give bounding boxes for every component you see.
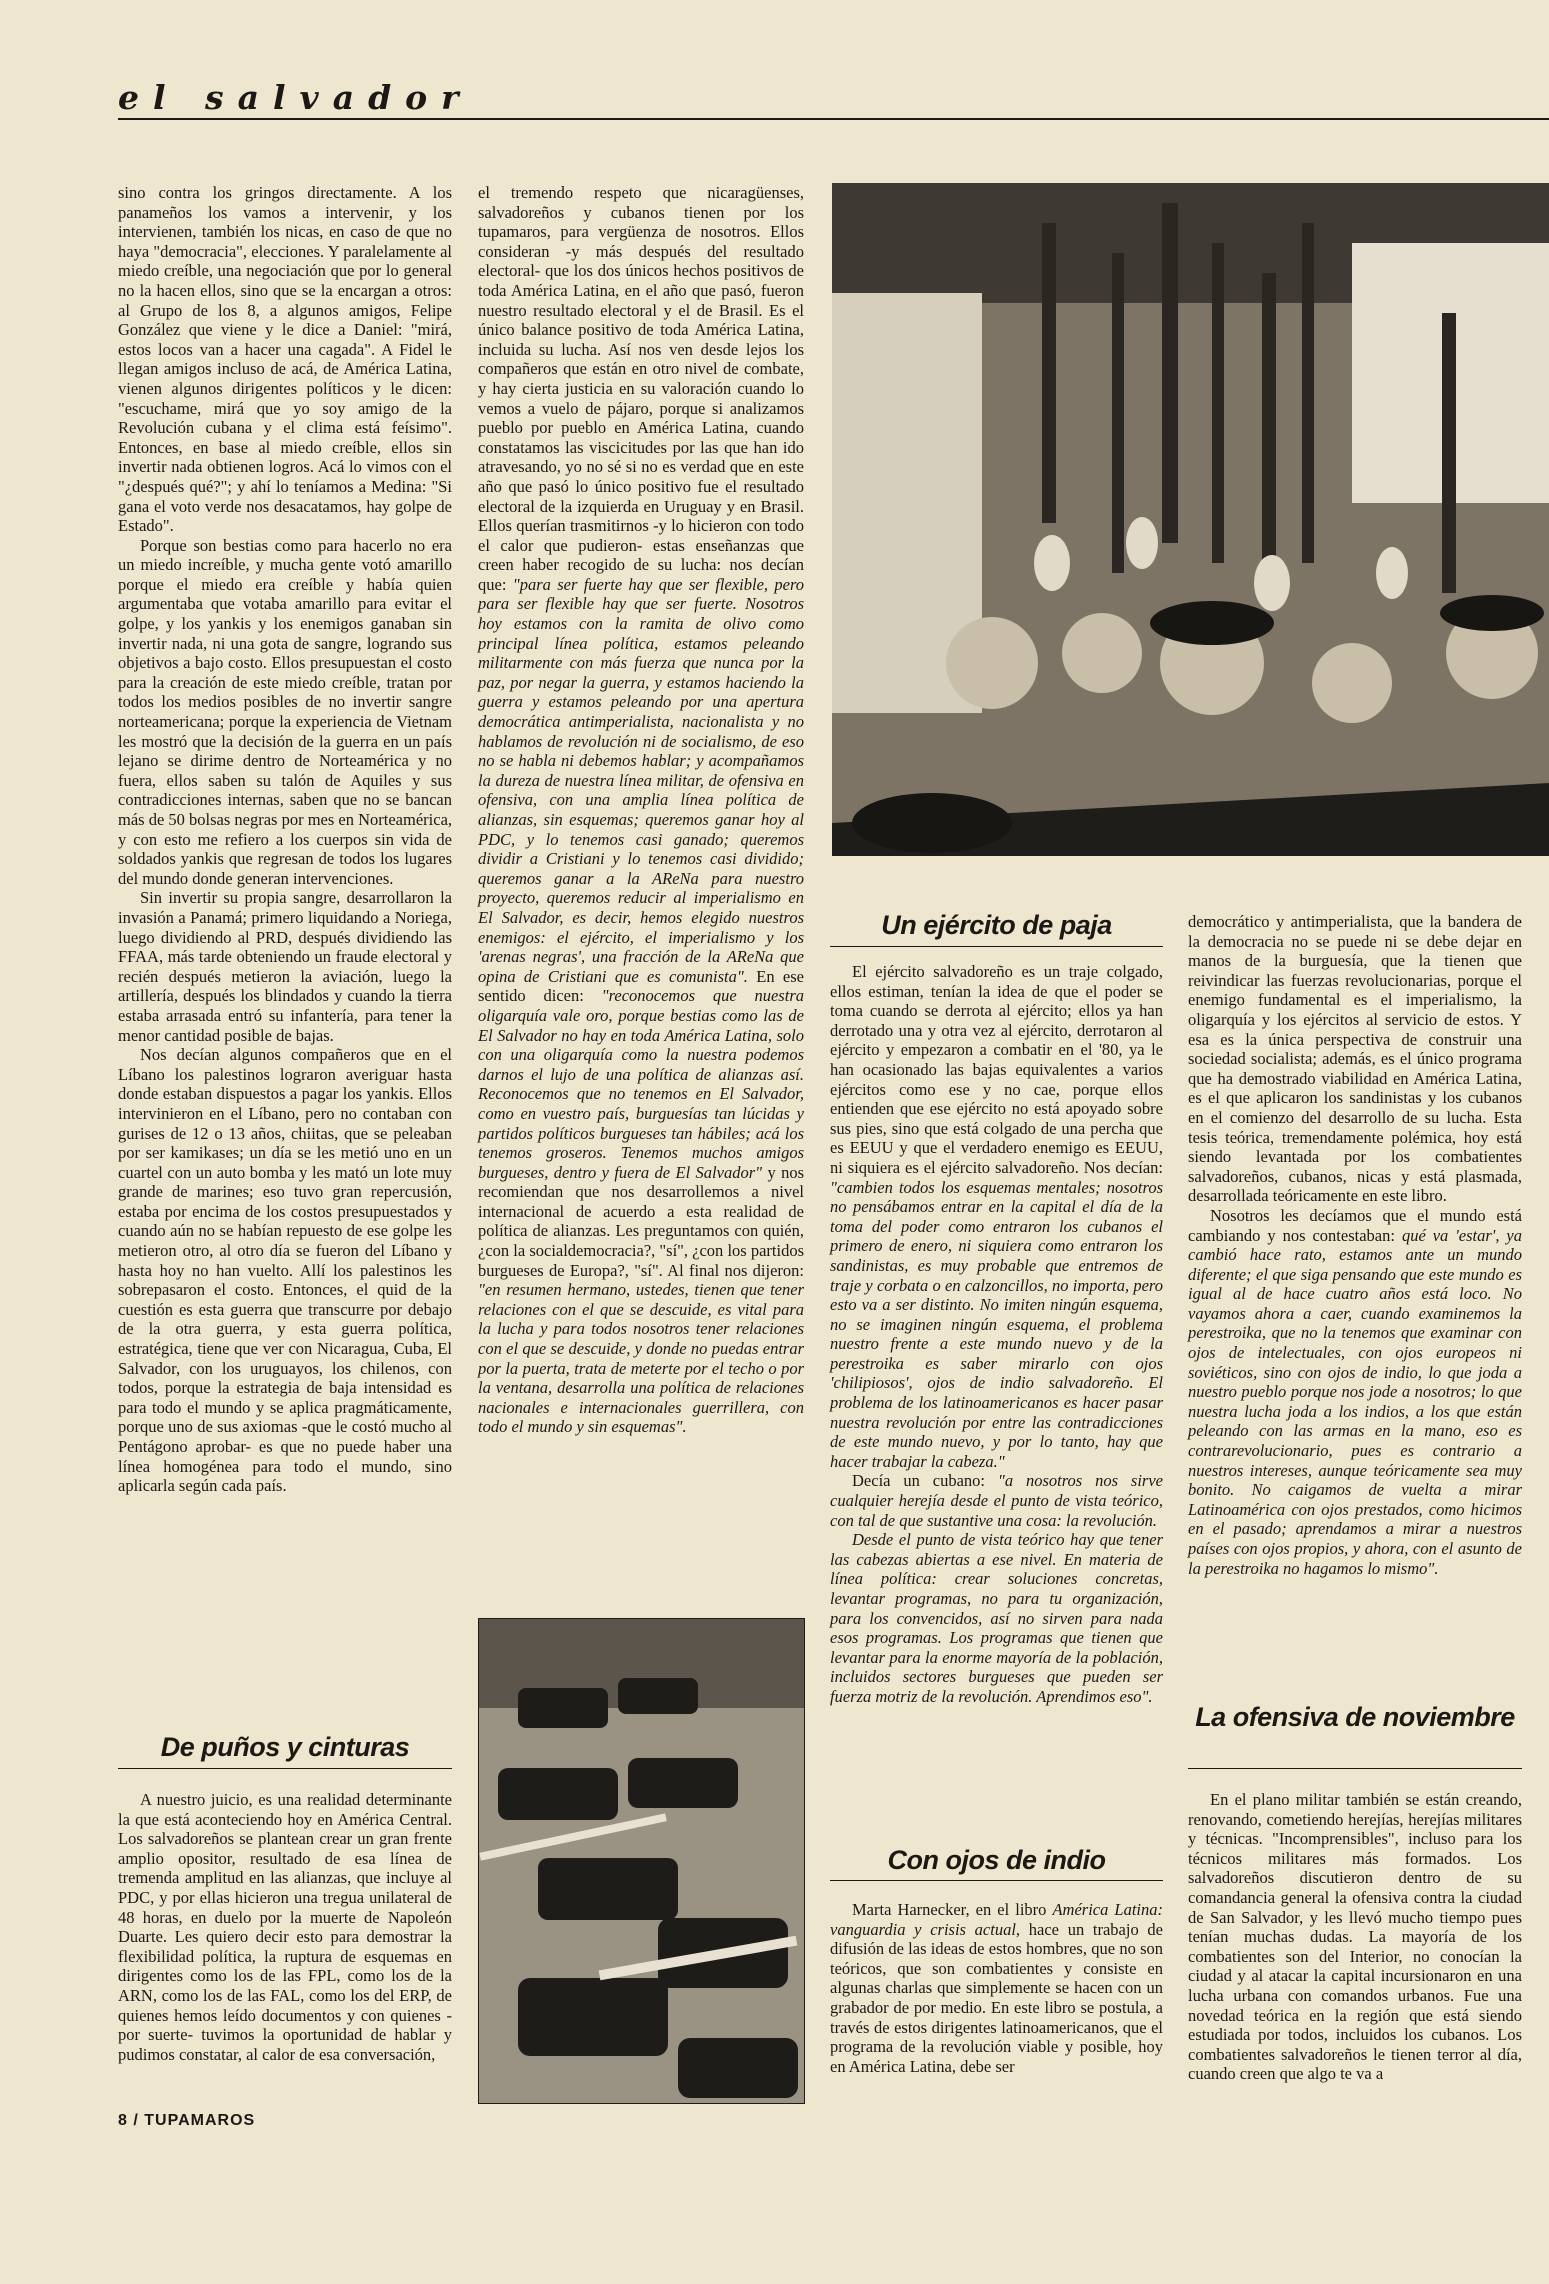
paragraph: Nosotros les decíamos que el mundo está cambiando y nos contestaban: qué va 'estar', ya cambió hace rato, estamos ante un mundo diferente; el que siga pensando que este mundo es igual al de hace cuatro años está loco. No vayamos ahora a caer, cuando examinemos la perestroika, que no la tenemos que examinar con ojos de intelectuales, con ojos europeos ni soviéticos, sino con ojos de indio, lo que joda a nuestro pueblo porque nos jode a nosotros; lo que nuestra lucha joda a los indios, a los que están peleando con las armas en la mano, eso es contrarevolucionario, pues es contrario a nuestros intereses, aunque teóricamente sea muy bonito. No caigamos de vuelta a mirar Latinoamérica con ojos prestados, como hicimos en el pasado; aprendamos a mirar a nuestros países con ojos propios, y ahora, con el asunto de la perestroika no hagamos lo mismo". (1188, 1205, 1523, 1578)
paragraph: Decía un cubano: "a nosotros nos sirve cualquier herejía desde el punto de vista teórico, con tal de que sustantive una cosa: la revolución. (830, 1471, 1164, 1530)
subhead-rule (118, 1768, 452, 1769)
paragraph: El ejército salvadoreño es un traje colgado, ellos estiman, tenían la idea de que el poder se toma cuando se derrota al ejército; ellos ya han derrotado una y otra vez al ejército, derrotaron al ejército y empezaron a combatir en el '80, ya le han ocasionado las bajas equivalentes a varios ejércitos como ese y no cae, porque ellos entienden que ese ejército no está apoyado sobre sus pies, sino que está colgado de una percha que es EEUU y que el verdadero enemigo es EEUU, ni siquiera es el ejército salvadoreño. Nos decían: "cambien todos los esquemas mentales; nosotros no pensábamos entrar en la capital el día de la toma del poder como entraron los cubanos el primero de enero, ni siquiera como entraron los sandinistas, es muy probable que entremos de traje y corbata o en calzoncillos, no importa, pero esto va a ser distinto. No imiten ningún esquema, no se imaginen ningún esquema, el problema nuestro frente a este mundo nuevo y de la perestroika es saber mirarlo con ojos 'chilipiosos', ojos de indio salvadoreño. El problema de los latinoamericanos es hacer pasar nuestra revolución por entre las contradicciones de este mundo nuevo, y por lo tanto, hay que hacer trabajar la cabeza." (830, 962, 1163, 1471)
page-header (118, 78, 1549, 128)
top-photo (832, 183, 1549, 856)
column-3-lower (830, 1900, 1163, 2076)
publication-name: TUPAMAROS (144, 2112, 256, 2129)
paragraph: Sin invertir su propia sangre, desarrollaron la invasión a Panamá; primero liquidando a Noriega, luego dividiendo al PRD, después dividiendo las FFAA, más tarde obteniendo un fraude electoral y recién después metieron la aviación, luego la artillería, después los blindados y cuando la tierra estaba arrasada entró su infantería, para tener la menor cantidad posible de bajas. (118, 888, 452, 1045)
paragraph: sino contra los gringos directamente. A los panameños los vamos a intervenir, y los intervienen, también los nicas, en caso de que no haya "democracia", elecciones. Y paralelamente al miedo creíble, una negociación que por lo general no la hacen ellos, sino que se la encargan a otros: al Grupo de los 8, a algunos amigos, Felipe González que viene y le dice a Daniel: "mirá, estos locos van a hacer una cagada". A Fidel le llegan amigos incluso de acá, de América Latina, vienen algunos dirigentes políticos y le dicen: "escuchame, mirá que yo soy amigo de la Revolución cubana y el clima está feísimo". Entonces, en base al miedo creíble, ellos sin invertir nada obtienen logros. Acá lo vimos con el "¿después qué?"; y ahí lo teníamos a Medina: "Si gana el voto verde nos desacatamos, hay golpe de Estado". (118, 183, 452, 536)
page-number: 8 (118, 2112, 128, 2129)
bottom-photo (478, 1618, 805, 2104)
column-3 (830, 962, 1163, 1707)
subhead-rule (830, 946, 1163, 947)
header-rule (118, 118, 1549, 120)
paragraph: el tremendo respeto que nicaragüenses, salvadoreños y cubanos tienen por los tupamaros, para vergüenza de nosotros. Ellos consideran -y más después del resultado electoral- que los dos únicos hechos positivos de toda América Latina, en el año que pasó, fueron nuestro resultado electoral y el de Brasil. Es el único balance positivo de toda América Latina, incluida su lucha. Así nos ven desde lejos los compañeros que están en otro nivel de combate, y hay cierta justicia en su valoración cuando lo vemos a vuelo de pájaro, porque si analizamos pueblo por pueblo en América Latina, cuando constatamos las viscicitudes por las que han ido atravesando, yo no sé si no es verdad que en este año que pasó lo único positivo fue el resultado electoral de la izquierda en Uruguay y en Brasil. Ellos querían trasmitirnos -y lo hicieron con todo el calor que pudieron- estas enseñanzas que creen haber recogido de su lucha: nos decían que: "para ser fuerte hay que ser flexible, pero para ser flexible hay que ser fuerte. Nosotros hoy estamos con la ramita de olivo como principal línea política, estamos peleando militarmente con más fuerza que nunca por la paz, por negar la guerra, y estamos haciendo la guerra y estamos peleando por una apertura democrática antimperialista, nacionalista y no hablamos de revolución ni de socialismo, de eso no se habla ni debemos hablar; y acompañamos la dureza de nuestra línea militar, de ofensiva en ofensiva, con una amplia línea política de alianzas, sin esquemas; queremos ganar hoy al PDC, y lo tenemos casi ganado; queremos dividir a Cristiani y lo tenemos casi dividido; queremos ganar a la AReNa para nuestro proyecto, queremos reducir al imperialismo en El Salvador, es decir, hemos elegido nuestros enemigos: el ejército, el imperialismo y los 'arenas negras', una fracción de la AReNa que opina de Cristiani que es comunista". En ese sentido dicen: "reconocemos que nuestra oligarquía vale oro, porque bestias como las de El Salvador no hay en toda América Latina, solo con una oligarquía como la nuestra podemos darnos el lujo de una política de alianzas así. Reconocemos que no tenemos en El Salvador, como en vuestro país, burguesías tan lúcidas y partidos políticos burgueses tan hábiles; acá los tenemos groseros. Tenemos muchos amigos burgueses, dentro y fuera de El Salvador" y nos recomiendan que nos desarrollemos a nivel internacional de acuerdo a esta realidad de política de alianzas. Les preguntamos con quién, ¿con la socialdemocracia?, "sí", ¿con los partidos burgueses de Europa?, "sí". Al final nos dijeron: "en resumen hermano, ustedes, tienen que tener relaciones con el que se descuide, es vital para la lucha y para todos nosotros tener relaciones con el que se descuide, y donde no puedas entrar por la puerta, trata de meterte por el techo o por la ventana, desarrolla una política de relaciones nacionales e internacionales guerrillera, con todo el mundo y sin esquemas". (478, 183, 805, 1437)
subhead-la-ofensiva-de-noviembre: La ofensiva de noviembre (1195, 1702, 1515, 1732)
paragraph: A nuestro juicio, es una realidad determinante la que está aconteciendo hoy en América Central. Los salvadoreños se plantean crear un gran frente amplio opositor, resultado de esa línea de tremenda amplitud en las alianzas, que incluye al PDC, y por ellas hicieron una tregua unilateral de 48 horas, en duelo por la muerte de Napoleón Duarte. Les quiero decir esto para demostrar la flexibilidad política, la ruptura de esquemas en dirigentes como los de las FPL, como los de la ARN, como los de las FAL, como los del ERP, de quienes hemos leído documentos y con quienes -por suerte- tuvimos la oportunidad de hablar y pudimos constatar, al calor de esa conversación, (118, 1790, 452, 2064)
paragraph: Marta Harnecker, en el libro América Latina: vanguardia y crisis actual, hace un trabajo de difusión de las ideas de estos hombres, que no son teóricos, que son combatientes y consiste en algunas charlas que simplemente se hacen con un grabador de por medio. En este libro se postula, a través de estos dirigentes latinoamericanos, que el programa de la revolución viable y posible, hoy en América Latina, debe ser (830, 1900, 1163, 2076)
subhead-con-ojos-de-indio: Con ojos de indio (887, 1845, 1106, 1875)
column-4-lower (1188, 1790, 1522, 2084)
section-title: el salvador (118, 78, 473, 117)
column-2 (478, 183, 804, 1437)
subhead-un-ejercito-de-paja: Un ejército de paja (881, 910, 1112, 940)
subhead-rule (830, 1880, 1163, 1881)
paragraph: Desde el punto de vista teórico hay que tener las cabezas abiertas a ese nivel. En materia de línea política: crear soluciones concretas, levantar programas, no para tu organización, para los convencidos, así no sirven para nada esos programas. Los programas que tienen que levantar para la enorme mayoría de la población, incluidos sectores burgueses que pueden ser fuerza motriz de la revolución. Aprendimos eso". (830, 1530, 1163, 1706)
paragraph: democrático y antimperialista, que la bandera de la democracia no se puede ni se debe dejar en manos de la burguesía, que la tienen que reivindicar las fuerzas revolucionarias, porque el enemigo fundamental es el imperialismo, la oligarquía y los ejércitos al servicio de estos. Y esa es la única perspectiva de construir una sociedad socialista; además, es el único programa que ha demostrado viabilidad en América Latina, es el que aplicaron los sandinistas y los cubanos en el comienzo del desarrollo de su lucha. Esta tesis teórica, tremendamente polémica, hoy está siendo levantada por los combatientes salvadoreños, cubanos, nicas y está plasmada, desarrollada teóricamente en este libro. (1188, 912, 1522, 1206)
subhead-de-punos-y-cinturas: De puños y cinturas (160, 1732, 410, 1762)
paragraph: Porque son bestias como para hacerlo no era un miedo increíble, y mucha gente votó amarillo porque el miedo era creíble y había quien argumentaba que votaba amarillo para evitar el golpe, y los yankis y los enemigos ganaban sin invertir nada, ni una gota de sangre, logrando sus objetivos a bajo costo. Ellos presupuestan el costo para la creación de este miedo creíble, tratan por todos los medios posibles de no invertir sangre norteamericana; porque la experiencia de Vietnam les mostró que la decisión de la guerra en un país lejano se dirime dentro de Norteamérica y no fuera, ellos saben su talón de Aquiles y sus contradicciones internas, saben que no se bancan más de 50 bolsas negras por mes en Norteamérica, y con esto me refiero a los cuerpos sin vida de soldados yankis que regresan de todos los lugares del mundo donde generan intervenciones. (118, 535, 453, 888)
column-4 (1188, 912, 1522, 1578)
paragraph: En el plano militar también se están creando, renovando, cometiendo herejías, herejías militares y técnicas. "Incomprensibles", incluso para los técnicos militares más formados. Los salvadoreños discutieron dentro de su comandancia general la ofensiva contra la ciudad de San Salvador, y les llevó mucho tiempo pues tenían muchas dudas. La mayoría de los combatientes son del Interior, no conocían la ciudad y al atacar la capital incursionaron en una lucha urbana con comandos urbanos. Fue una novedad teórica en la región que está siendo estudiada por todos, incluidos los cubanos. Los combatientes salvadoreños le tienen terror al día, cuando creen que algo te va a (1188, 1790, 1522, 2084)
top-photo-graphic (832, 183, 1549, 856)
column-1 (118, 183, 452, 1496)
folio-separator: / (133, 2112, 139, 2129)
column-1-lower (118, 1790, 452, 2064)
bottom-photo-graphic (478, 1618, 805, 2104)
page-footer (118, 2112, 255, 2130)
paragraph: Nos decían algunos compañeros que en el Líbano los palestinos lograron averiguar hasta donde estaban dispuestos a pagar los yankis. Ellos intervinieron en el Líbano, pero no contaban con gurises de 12 o 13 años, chiitas, que se peleaban por ser kamikases; un día se les metió uno en un cuartel con un auto bomba y les mató un lote muy grande de marines; eso tuvo gran repercusión, estaba por encima de los costos presupuestados y cuando aún no se habían repuesto de ese golpe les metieron otro, al otro día se fueron del Líbano y hasta hoy no han vuelto. Allí los palestinos les sobrepasaron el costo. Entonces, el quid de la cuestión es esta guerra que transcurre por debajo de la otra guerra, y esta guerra política, estratégica, tiene que ver con Nicaragua, Cuba, El Salvador, con los uruguayos, los chilenos, con todos, porque la estrategia de baja intensidad es para todo el mundo y se aplica pragmáticamente, porque uno de sus axiomas -que le costó mucho al Pentágono aprobar- es que no puede haber una línea homogénea para todo el mundo, sino aplicarla según cada país. (118, 1045, 452, 1496)
subhead-rule (1188, 1768, 1522, 1769)
